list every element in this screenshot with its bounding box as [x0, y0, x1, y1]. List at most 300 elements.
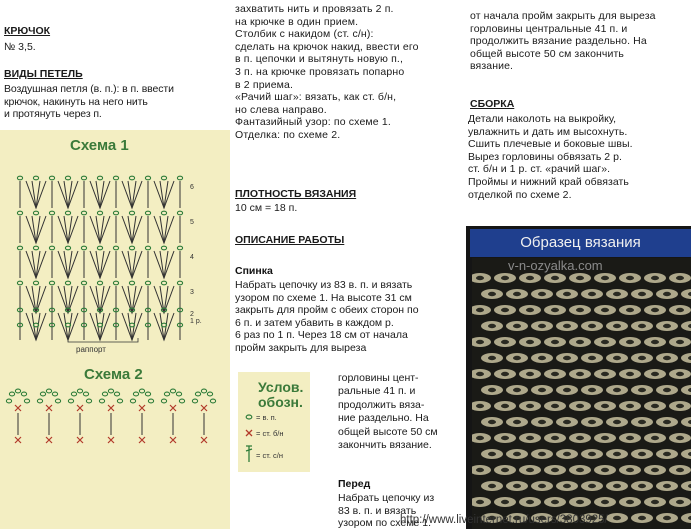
- picot-chain: [102, 392, 107, 396]
- picot-chain: [52, 392, 57, 396]
- lace-hole: [601, 436, 609, 440]
- lace-hole: [588, 452, 596, 456]
- lace-hole: [663, 420, 671, 424]
- picot-chain: [46, 389, 51, 393]
- lace-hole: [526, 308, 534, 312]
- picot-chain: [15, 389, 20, 393]
- lace-hole: [551, 436, 559, 440]
- lace-hole: [476, 468, 484, 472]
- legend-symbols: [244, 410, 310, 468]
- lace-hole: [576, 372, 584, 376]
- lace-hole: [563, 484, 571, 488]
- chain-stitch: [113, 211, 118, 215]
- lace-hole: [501, 436, 509, 440]
- chain-stitch: [145, 211, 150, 215]
- lace-hole: [563, 292, 571, 296]
- picot-chain: [139, 389, 144, 393]
- lace-hole: [638, 516, 646, 520]
- chain-stitch: [113, 176, 118, 180]
- v-fan-stitch: [154, 181, 174, 208]
- lace-hole: [563, 356, 571, 360]
- lace-hole: [676, 436, 684, 440]
- v-fan-stitch: [26, 216, 46, 243]
- lace-hole: [488, 356, 496, 360]
- chain-stitch: [81, 246, 86, 250]
- lace-hole: [526, 276, 534, 280]
- double-crochet-icon: [246, 446, 252, 462]
- chain-stitch: [33, 176, 38, 180]
- chain-stitch: [65, 211, 70, 215]
- chain-stitch: [65, 281, 70, 285]
- row-label-3: 3: [190, 289, 194, 296]
- picot-chain: [210, 399, 215, 403]
- lace-hole: [588, 484, 596, 488]
- picot-chain: [195, 392, 200, 396]
- lace-hole: [576, 276, 584, 280]
- legend-title: Услов. обозн.: [258, 379, 304, 410]
- picot-chain: [207, 392, 212, 396]
- v-fan-inner-stitch: [160, 181, 168, 208]
- lace-hole: [538, 388, 546, 392]
- v-fan-inner-stitch: [64, 251, 72, 278]
- photo-watermark: v-n-ozyalka.com: [508, 258, 603, 273]
- lace-hole: [476, 340, 484, 344]
- picot-chain: [148, 399, 153, 403]
- lace-hole: [551, 308, 559, 312]
- back-text: Набрать цепочку из 83 в. п. и вязать узором по схеме 1. На высоте 31 см закрыть для пройм с обеих сторон по 6 п. и затем убавить в каждом р. 6 раз по 1 п. Через 18 см от начала пройм закрыть для выреза: [235, 279, 419, 354]
- single-crochet-mark: [170, 405, 176, 411]
- lace-hole: [626, 500, 634, 504]
- chain-stitch: [33, 211, 38, 215]
- lace-hole: [588, 420, 596, 424]
- lace-hole: [576, 404, 584, 408]
- lace-hole: [638, 356, 646, 360]
- lace-hole: [588, 356, 596, 360]
- lace-hole: [576, 308, 584, 312]
- hook-size: № 3,5.: [4, 41, 36, 53]
- v-fan-stitch: [122, 216, 142, 243]
- chain-stitch: [177, 246, 182, 250]
- lace-hole: [526, 468, 534, 472]
- v-fan-inner-stitch: [64, 216, 72, 243]
- v-fan-stitch: [90, 251, 110, 278]
- picot-chain: [9, 392, 14, 396]
- row-label-4: 4: [190, 254, 194, 261]
- picot-chain: [176, 392, 181, 396]
- v-fan-inner-stitch: [96, 181, 104, 208]
- single-crochet-mark: [46, 405, 52, 411]
- lace-hole: [601, 276, 609, 280]
- repeat-bracket: [68, 338, 138, 342]
- lace-hole: [513, 356, 521, 360]
- picot-chain: [21, 392, 26, 396]
- lace-hole: [551, 340, 559, 344]
- chain-stitch: [49, 176, 54, 180]
- chain-stitch: [33, 281, 38, 285]
- lace-hole: [651, 276, 659, 280]
- lace-hole: [476, 276, 484, 280]
- lace-hole: [501, 404, 509, 408]
- lace-hole: [551, 500, 559, 504]
- lace-hole: [526, 372, 534, 376]
- lace-hole: [513, 292, 521, 296]
- lace-hole: [638, 452, 646, 456]
- chain-stitch: [65, 246, 70, 250]
- lace-hole: [476, 404, 484, 408]
- lace-hole: [538, 324, 546, 328]
- v-fan-stitch: [90, 286, 110, 313]
- v-fan-stitch: [122, 251, 142, 278]
- chain-stitch: [129, 246, 134, 250]
- lace-hole: [663, 324, 671, 328]
- schema-2-stitches: [6, 389, 215, 443]
- front-text: Набрать цепочку из 83 в. п. и вязать узором по схеме 1.: [338, 492, 435, 530]
- lace-hole: [526, 500, 534, 504]
- picot-chain: [161, 399, 166, 403]
- v-fan-stitch: [58, 251, 78, 278]
- chain-stitch: [97, 246, 102, 250]
- repeat-label: раппорт: [76, 345, 106, 354]
- picot-chain: [130, 399, 135, 403]
- lace-hole: [551, 276, 559, 280]
- v-fan-stitch: [26, 286, 46, 313]
- lace-hole: [501, 308, 509, 312]
- lace-hole: [488, 420, 496, 424]
- v-fan-inner-stitch: [160, 251, 168, 278]
- lace-hole: [638, 484, 646, 488]
- v-fan-inner-stitch: [160, 216, 168, 243]
- single-crochet-mark: [201, 437, 207, 443]
- single-crochet-mark: [15, 437, 21, 443]
- picot-chain: [201, 389, 206, 393]
- schema-2-title: Схема 2: [84, 366, 143, 383]
- density-text: 10 см = 18 п.: [235, 202, 298, 214]
- lace-hole: [613, 484, 621, 488]
- picot-chain: [83, 392, 88, 396]
- lace-hole: [476, 500, 484, 504]
- lace-hole: [626, 340, 634, 344]
- picot-chain: [55, 399, 60, 403]
- lace-hole: [626, 372, 634, 376]
- lace-hole: [613, 356, 621, 360]
- lace-hole: [563, 420, 571, 424]
- picot-chain: [24, 399, 29, 403]
- chain-stitch: [145, 246, 150, 250]
- lace-hole: [538, 484, 546, 488]
- lace-hole: [638, 292, 646, 296]
- lace-hole: [526, 436, 534, 440]
- legend-item-dc: = ст. с/н: [256, 451, 283, 460]
- lace-hole: [613, 516, 621, 520]
- single-crochet-icon: [246, 430, 252, 436]
- lace-hole: [538, 292, 546, 296]
- lace-hole: [576, 500, 584, 504]
- single-crochet-mark: [15, 405, 21, 411]
- lace-hole: [526, 340, 534, 344]
- v-fan-stitch: [90, 181, 110, 208]
- lace-hole: [676, 372, 684, 376]
- lace-hole: [601, 308, 609, 312]
- lace-hole: [663, 356, 671, 360]
- lace-hole: [538, 356, 546, 360]
- v-fan-inner-stitch: [32, 251, 40, 278]
- picot-chain: [170, 389, 175, 393]
- lace-hole: [613, 420, 621, 424]
- picot-chain: [86, 399, 91, 403]
- chain-stitch: [129, 211, 134, 215]
- chain-stitch: [129, 281, 134, 285]
- lace-hole: [663, 388, 671, 392]
- chain-stitch: [113, 246, 118, 250]
- lace-hole: [651, 468, 659, 472]
- v-fan-stitch: [26, 251, 46, 278]
- chain-stitch: [81, 211, 86, 215]
- lace-hole: [613, 292, 621, 296]
- picot-chain: [192, 399, 197, 403]
- v-fan-stitch: [122, 286, 142, 313]
- v-fan-inner-stitch: [128, 216, 136, 243]
- v-fan-stitch: [58, 286, 78, 313]
- lace-hole: [676, 500, 684, 504]
- lace-hole: [576, 340, 584, 344]
- lace-hole: [613, 452, 621, 456]
- single-crochet-mark: [77, 405, 83, 411]
- lace-hole: [676, 404, 684, 408]
- chain-stitch: [113, 281, 118, 285]
- lace-hole: [601, 500, 609, 504]
- lace-hole: [651, 500, 659, 504]
- v-fan-stitch: [154, 286, 174, 313]
- lace-hole: [476, 436, 484, 440]
- v-fan-inner-stitch: [64, 181, 72, 208]
- chain-stitch: [65, 176, 70, 180]
- chain-stitch: [97, 176, 102, 180]
- lace-hole: [488, 388, 496, 392]
- single-crochet-mark: [108, 405, 114, 411]
- lace-hole: [601, 372, 609, 376]
- lace-hole: [563, 324, 571, 328]
- chain-stitch: [49, 246, 54, 250]
- lace-hole: [563, 452, 571, 456]
- mid-top-text: захватить нить и провязать 2 п. на крючке в один прием. Столбик с накидом (ст. с/н): сделать на крючок накид, ввести его в п. цепочки и вытянуть новую п., 3 п. на крючке провязать попарно в 2 приема. «Рачий шаг»: вязать, как ст. б/н, но слева направо. Фантазийный узор: по схеме 1. Отделка: по схеме 2.: [235, 3, 419, 141]
- lace-hole: [488, 292, 496, 296]
- loop-types-heading: ВИДЫ ПЕТЕЛЬ: [4, 68, 83, 80]
- chain-stitch: [33, 246, 38, 250]
- lace-hole: [676, 276, 684, 280]
- row-label-6: 6: [190, 184, 194, 191]
- lace-hole: [488, 484, 496, 488]
- picot-chain: [179, 399, 184, 403]
- lace-hole: [588, 324, 596, 328]
- chain-stitch: [17, 176, 22, 180]
- chain-icon: [246, 415, 252, 419]
- lace-hole: [651, 436, 659, 440]
- chain-stitch: [145, 281, 150, 285]
- back-text-continued: горловины цент- ральные 41 п. и продолжить вяза- ние раздельно. На общей высоте 50 см закончить вязание.: [338, 372, 438, 452]
- chain-stitch: [17, 281, 22, 285]
- lace-hole: [626, 404, 634, 408]
- footer-url: http://www.liveinternet.ru/users/3803925/: [400, 514, 608, 526]
- assembly-heading: СБОРКА: [470, 98, 515, 110]
- chain-stitch: [177, 176, 182, 180]
- schema-1-row-labels: [190, 184, 202, 325]
- lace-hole: [513, 388, 521, 392]
- lace-hole: [513, 452, 521, 456]
- photo-title: Образец вязания: [470, 229, 691, 257]
- v-fan-inner-stitch: [96, 251, 104, 278]
- lace-hole: [601, 340, 609, 344]
- chain-stitch: [17, 211, 22, 215]
- picot-chain: [40, 392, 45, 396]
- density-heading: ПЛОТНОСТЬ ВЯЗАНИЯ: [235, 188, 357, 200]
- single-crochet-mark: [170, 437, 176, 443]
- lace-hole: [638, 324, 646, 328]
- single-crochet-mark: [139, 405, 145, 411]
- lace-hole: [638, 388, 646, 392]
- lace-hole: [651, 404, 659, 408]
- picot-chain: [99, 399, 104, 403]
- lace-hole: [513, 420, 521, 424]
- chain-stitch: [97, 281, 102, 285]
- chain-stitch: [97, 211, 102, 215]
- right-top-text: от начала пройм закрыть для выреза горловины центральные 41 п. и продолжить вязание раздельно. На общей высоте 50 см закончить вязание.: [470, 10, 656, 73]
- picot-chain: [37, 399, 42, 403]
- chain-stitch: [49, 281, 54, 285]
- v-fan-inner-stitch: [32, 181, 40, 208]
- picot-chain: [71, 392, 76, 396]
- lace-hole: [663, 484, 671, 488]
- single-crochet-mark: [46, 437, 52, 443]
- picot-chain: [133, 392, 138, 396]
- legend-item-chain: = в. п.: [256, 413, 277, 422]
- lace-hole: [551, 404, 559, 408]
- picot-chain: [114, 392, 119, 396]
- picot-chain: [145, 392, 150, 396]
- lace-hole: [501, 372, 509, 376]
- schema-1-stitches: [17, 176, 182, 340]
- assembly-text: Детали наколоть на выкройку, увлажнить и дать им высохнуть. Сшить плечевые и боковые швы. Вырез горловины обвязать 2 р. ст. б/н и 1 р. ст. «рачий шаг». Проймы и нижний край обвязать отделкой по схеме 2.: [468, 113, 633, 201]
- v-fan-stitch: [58, 216, 78, 243]
- picot-chain: [164, 392, 169, 396]
- lace-hole: [601, 404, 609, 408]
- lace-hole: [488, 452, 496, 456]
- knitting-sample-photo: [472, 258, 691, 529]
- chain-stitch: [81, 281, 86, 285]
- lace-hole: [501, 500, 509, 504]
- lace-hole: [676, 308, 684, 312]
- chain-stitch: [129, 176, 134, 180]
- chain-stitch: [161, 176, 166, 180]
- picot-chain: [108, 389, 113, 393]
- chain-stitch: [161, 211, 166, 215]
- lace-hole: [626, 276, 634, 280]
- lace-hole: [501, 468, 509, 472]
- lace-hole: [538, 420, 546, 424]
- lace-hole: [638, 420, 646, 424]
- v-fan-stitch: [58, 181, 78, 208]
- v-fan-inner-stitch: [128, 251, 136, 278]
- v-fan-inner-stitch: [128, 181, 136, 208]
- lace-hole: [551, 468, 559, 472]
- chain-stitch: [177, 281, 182, 285]
- chain-stitch: [49, 211, 54, 215]
- lace-hole: [576, 436, 584, 440]
- lace-hole: [601, 468, 609, 472]
- lace-hole: [488, 324, 496, 328]
- hook-heading: КРЮЧОК: [4, 25, 51, 37]
- lace-hole: [626, 308, 634, 312]
- lace-hole: [513, 324, 521, 328]
- picot-chain: [68, 399, 73, 403]
- work-description-heading: ОПИСАНИЕ РАБОТЫ: [235, 234, 345, 246]
- lace-hole: [513, 484, 521, 488]
- lace-hole: [538, 452, 546, 456]
- lace-hole: [613, 388, 621, 392]
- chain-stitch: [177, 211, 182, 215]
- lace-hole: [588, 292, 596, 296]
- lace-hole: [476, 308, 484, 312]
- lace-hole: [626, 468, 634, 472]
- chain-stitch: [145, 176, 150, 180]
- lace-hole: [588, 388, 596, 392]
- lace-hole: [676, 340, 684, 344]
- single-crochet-mark: [201, 405, 207, 411]
- front-heading: Перед: [338, 478, 371, 490]
- v-fan-stitch: [26, 181, 46, 208]
- lace-hole: [663, 452, 671, 456]
- chain-stitch: [161, 281, 166, 285]
- lace-hole: [651, 372, 659, 376]
- lace-hole: [501, 276, 509, 280]
- lace-hole: [663, 516, 671, 520]
- lace-hole: [651, 308, 659, 312]
- back-heading: Спинка: [235, 265, 273, 277]
- loop-types-text: Воздушная петля (в. п.): в п. ввести крючок, накинуть на него нить и протянуть через п.: [4, 83, 174, 121]
- v-fan-stitch: [154, 216, 174, 243]
- legend-item-sc: = ст. б/н: [256, 429, 284, 438]
- lace-hole: [563, 388, 571, 392]
- row-label-2: 2: [190, 311, 194, 318]
- picot-chain: [77, 389, 82, 393]
- schema-2-diagram: [4, 385, 230, 460]
- row-label-5: 5: [190, 219, 194, 226]
- single-crochet-mark: [108, 437, 114, 443]
- lace-hole: [576, 468, 584, 472]
- picot-chain: [6, 399, 11, 403]
- v-fan-inner-stitch: [32, 216, 40, 243]
- lace-hole: [613, 324, 621, 328]
- v-fan-stitch: [122, 181, 142, 208]
- v-fan-stitch: [154, 251, 174, 278]
- picot-chain: [117, 399, 122, 403]
- single-crochet-mark: [77, 437, 83, 443]
- lace-hole: [651, 340, 659, 344]
- lace-hole: [501, 340, 509, 344]
- chain-stitch: [81, 176, 86, 180]
- chain-stitch: [161, 246, 166, 250]
- chain-stitch: [17, 246, 22, 250]
- schema-1-diagram: [8, 160, 228, 360]
- v-fan-stitch: [90, 216, 110, 243]
- lace-hole: [676, 468, 684, 472]
- schema-1-title: Схема 1: [70, 137, 129, 154]
- lace-hole: [476, 372, 484, 376]
- v-fan-inner-stitch: [96, 216, 104, 243]
- single-crochet-mark: [139, 437, 145, 443]
- lace-hole: [551, 372, 559, 376]
- lace-hole: [626, 436, 634, 440]
- row-label-1: 1 р.: [190, 318, 202, 325]
